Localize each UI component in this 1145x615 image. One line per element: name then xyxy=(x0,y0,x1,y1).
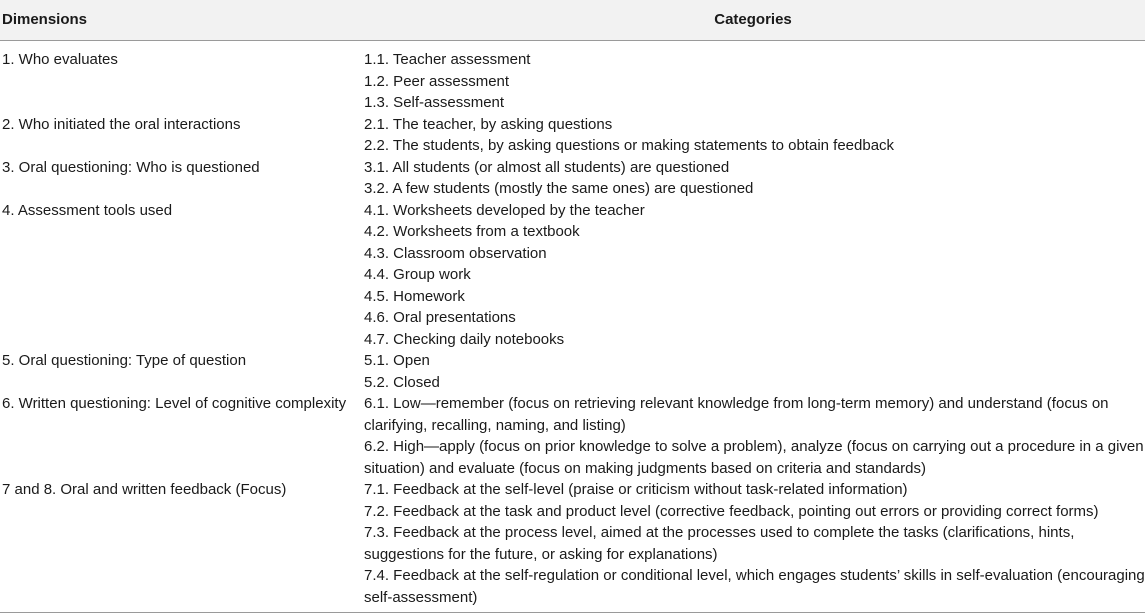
categories-cell xyxy=(364,479,1145,608)
category-item: 7.4. Feedback at the self-regulation or conditional level, which engages students’ skills in self-evaluation (encouraging self-assessment) xyxy=(364,567,1145,606)
table-bottom-border xyxy=(0,612,1145,613)
category-item: 3.2. A few students (mostly the same ones) are questioned xyxy=(364,180,754,197)
category-item: 4.1. Worksheets developed by the teacher xyxy=(364,201,645,219)
categories-cell xyxy=(364,350,1145,393)
header-dimensions: Dimensions xyxy=(2,11,88,28)
categories-cell xyxy=(364,114,1145,157)
table-row xyxy=(0,49,1145,114)
category-item: 7.1. Feedback at the self-level (praise or criticism without task-related information) xyxy=(364,481,908,498)
table-body xyxy=(0,49,1145,608)
table-row xyxy=(0,200,1145,351)
category-item: 2.1. The teacher, by asking questions xyxy=(364,115,613,133)
dimension-cell: 5. Oral questioning: Type of question xyxy=(2,352,247,369)
category-item: 6.2. High—apply (focus on prior knowledge to solve a problem), analyze (focus on carrying out a procedure in a given situation) and evaluate (focus on making judgments based on criteria and standards) xyxy=(364,438,1144,477)
header-categories: Categories xyxy=(714,11,792,28)
category-item: 5.1. Open xyxy=(364,352,430,369)
category-item: 5.2. Closed xyxy=(364,373,440,391)
dimension-cell: 6. Written questioning: Level of cognitive complexity xyxy=(2,395,347,412)
category-item: 4.7. Checking daily notebooks xyxy=(364,330,565,348)
category-item: 7.3. Feedback at the process level, aimed at the processes used to complete the tasks (clarifications, hints, suggestions for the future, or asking for explanations) xyxy=(364,524,1075,563)
category-item: 3.1. All students (or almost all students) are questioned xyxy=(364,158,730,176)
category-item: 4.5. Homework xyxy=(364,287,465,305)
categories-cell xyxy=(364,157,1145,200)
category-item: 7.2. Feedback at the task and product level (corrective feedback, pointing out errors or providing correct forms) xyxy=(364,502,1099,520)
category-item: 6.1. Low—remember (focus on retrieving relevant knowledge from long-term memory) and understand (focus on clarifying, recalling, naming, and listing) xyxy=(364,395,1109,434)
category-item: 2.2. The students, by asking questions or making statements to obtain feedback xyxy=(364,137,895,154)
categories-cell xyxy=(364,393,1145,479)
category-item: 4.6. Oral presentations xyxy=(364,309,516,326)
table-row xyxy=(0,350,1145,393)
category-item: 1.2. Peer assessment xyxy=(364,72,510,90)
dimension-cell: 7 and 8. Oral and written feedback (Focus) xyxy=(2,481,287,498)
category-item: 1.1. Teacher assessment xyxy=(364,51,531,68)
category-item: 4.4. Group work xyxy=(364,266,471,283)
category-item: 4.3. Classroom observation xyxy=(364,244,547,262)
table-row xyxy=(0,157,1145,200)
dimension-cell: 2. Who initiated the oral interactions xyxy=(2,115,241,133)
table-row xyxy=(0,114,1145,157)
table-row xyxy=(0,393,1145,479)
table-row xyxy=(0,479,1145,608)
dimension-cell: 4. Assessment tools used xyxy=(2,201,173,219)
category-item: 4.2. Worksheets from a textbook xyxy=(364,223,580,240)
category-item: 1.3. Self-assessment xyxy=(364,94,505,111)
table-header-row xyxy=(0,0,1145,41)
dimension-cell: 3. Oral questioning: Who is questioned xyxy=(2,158,260,176)
categories-cell xyxy=(364,49,1145,114)
categories-cell xyxy=(364,200,1145,351)
dimension-cell: 1. Who evaluates xyxy=(2,51,118,68)
